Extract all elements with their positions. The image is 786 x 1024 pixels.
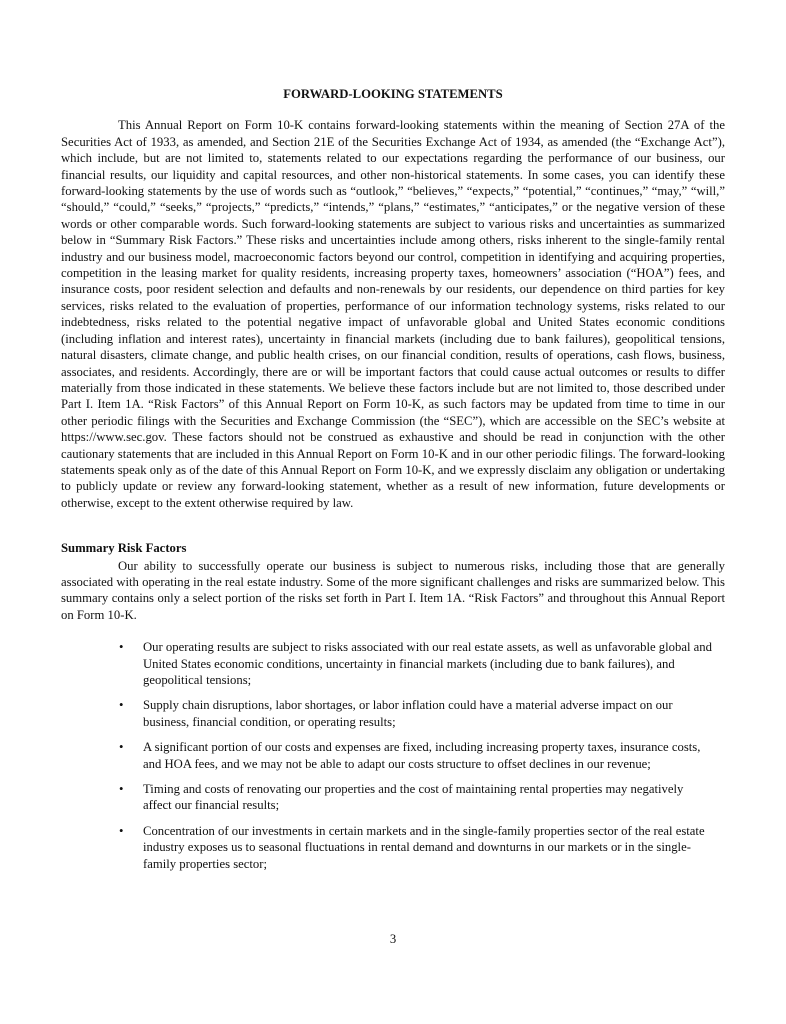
list-item [119, 697, 725, 730]
list-item [119, 781, 725, 814]
list-item [119, 639, 725, 688]
bullet-icon: • [119, 823, 124, 838]
list-item-text: Concentration of our investments in certain markets and in the single-family properties sector of the real estate industry exposes us to seasonal fluctuations in rental demand and downturns in our markets or in the single-family properties sector; [143, 823, 705, 871]
summary-paragraph: Our ability to successfully operate our business is subject to numerous risks, including those that are generally associated with operating in the real estate industry. Some of the more significant challenges and risks are summarized below. This summary contains only a select portion of the risks set forth in Part I. Item 1A. “Risk Factors” and throughout this Annual Report on Form 10-K. [61, 558, 725, 622]
list-item-text: Timing and costs of renovating our properties and the cost of maintaining rental properties may negatively affect our financial results; [143, 782, 684, 813]
document-page [61, 86, 725, 881]
page-title: FORWARD-LOOKING STATEMENTS [283, 87, 503, 101]
section-heading-summary-risk-factors: Summary Risk Factors [61, 541, 187, 556]
list-item [119, 823, 725, 872]
list-item-text: A significant portion of our costs and expenses are fixed, including increasing property taxes, insurance costs, and HOA fees, and we may not be able to adapt our costs structure to offset declines in our revenue; [143, 740, 701, 771]
list-item-text: Supply chain disruptions, labor shortages, or labor inflation could have a material adverse impact on our business, financial condition, or operating results; [143, 698, 673, 729]
bullet-icon: • [119, 740, 124, 755]
bullet-icon: • [119, 698, 124, 713]
list-item [119, 739, 725, 772]
risk-factor-list [61, 639, 725, 872]
bullet-icon: • [119, 782, 124, 797]
page-number: 3 [389, 932, 397, 946]
bullet-icon: • [119, 640, 124, 655]
list-item-text: Our operating results are subject to risks associated with our real estate assets, as well as unfavorable global and United States economic conditions, uncertainty in financial markets (including due to bank failures), and geopolitical tensions; [143, 640, 712, 687]
forward-looking-paragraph: This Annual Report on Form 10-K contains forward-looking statements within the meaning of Section 27A of the Securities Act of 1933, as amended, and Section 21E of the Securities Exchange Act of 1934, as amended (the “Exchange Act”), which include, but are not limited to, statements related to our expectations regarding the performance of our business, our financial results, our liquidity and capital resources, and other non-historical statements. In some cases, you can identify these forward-looking statements by the use of words such as “outlook,” “believes,” “expects,” “potential,” “continues,” “may,” “will,” “should,” “could,” “seeks,” “projects,” “predicts,” “intends,” “plans,” “estimates,” “anticipates,” or the negative version of these words or other comparable words. Such forward-looking statements are subject to various risks and uncertainties as summarized below in “Summary Risk Factors.” These risks and uncertainties include among others, risks inherent to the single-family rental industry and our business model, macroeconomic factors beyond our control, competition in identifying and acquiring properties, competition in the leasing market for quality residents, increasing property taxes, homeowners’ association (“HOA”) fees, and insurance costs, poor resident selection and defaults and non-renewals by our residents, our dependence on third parties for key services, risks related to the evaluation of properties, performance of our information technology systems, risks related to our indebtedness, risks related to the potential negative impact of unfavorable global and United States economic conditions (including inflation and interest rates), uncertainty in financial markets (including due to bank failures), geopolitical tensions, natural disasters, climate change, and public health crises, on our financial condition, results of operations, cash flows, business, associates, and residents. Accordingly, there are or will be important factors that could cause actual outcomes or results to differ materially from those indicated in these statements. We believe these factors include but are not limited to, those described under Part I. Item 1A. “Risk Factors” of this Annual Report on Form 10-K, as such factors may be updated from time to time in our other periodic filings with the Securities and Exchange Commission (the “SEC”), which are accessible on the SEC’s website at https://www.sec.gov. These factors should not be construed as exhaustive and should be read in conjunction with the other cautionary statements that are included in this Annual Report on Form 10-K and in our other periodic filings. The forward-looking statements speak only as of the date of this Annual Report on Form 10-K, and we expressly disclaim any obligation or undertaking to publicly update or review any forward-looking statement, whether as a result of new information, future developments or otherwise, except to the extent otherwise required by law. [61, 118, 725, 510]
